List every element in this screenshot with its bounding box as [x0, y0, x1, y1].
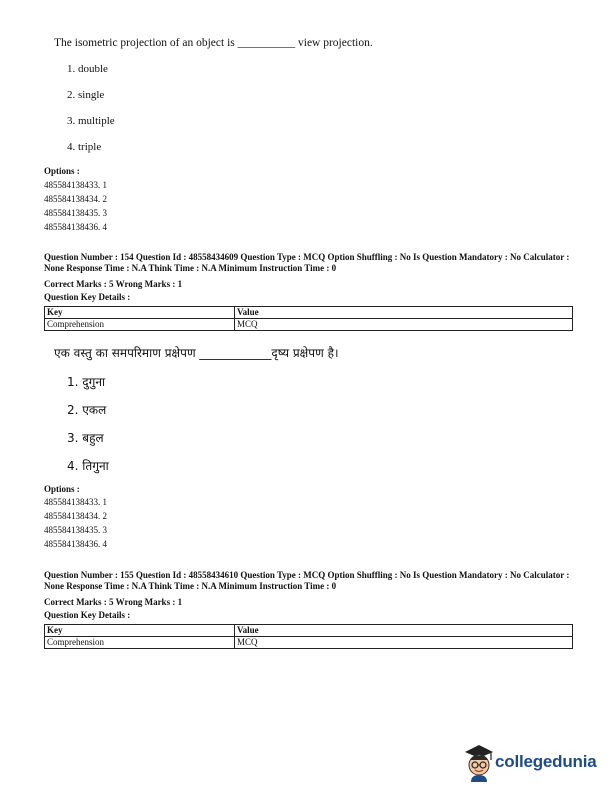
question-meta: Question Number : 154 Question Id : 48558434609 Question Type : MCQ Option Shuffling : No Is Question Mandatory : No Calculator : None Response Time : N.A Think Time : N.A Minimum Instruction Time : 0 — [44, 252, 570, 273]
option-id: 485584138433. 1 — [44, 180, 107, 190]
option-id: 485584138434. 2 — [44, 194, 107, 204]
logo-text: collegedunia — [495, 752, 597, 771]
choice: 3. बहुल — [67, 431, 104, 445]
option-id: 485584138433. 1 — [44, 497, 107, 507]
option-id: 485584138435. 3 — [44, 525, 107, 535]
option-id: 485584138434. 2 — [44, 511, 107, 521]
marks-line: Correct Marks : 5 Wrong Marks : 1 — [44, 597, 183, 607]
options-title: Options : — [44, 484, 80, 494]
value-header: Value — [235, 307, 573, 319]
value-header: Value — [235, 625, 573, 637]
key-details-title: Question Key Details : — [44, 292, 131, 302]
choice: 1. double — [67, 63, 108, 75]
key-details-title: Question Key Details : — [44, 610, 131, 620]
question-key-table — [44, 306, 573, 331]
choice: 4. तिगुना — [67, 459, 109, 473]
question-key-table — [44, 624, 573, 649]
key-cell: Comprehension — [45, 637, 235, 649]
choice: 3. multiple — [67, 115, 115, 127]
choice: 1. दुगुना — [67, 375, 106, 389]
value-cell: MCQ — [235, 319, 573, 331]
question-text-hindi: एक वस्तु का समपरिमाण प्रक्षेपण ____________दृष्य प्रक्षेपण है। — [54, 346, 339, 360]
options-title: Options : — [44, 166, 80, 176]
key-header: Key — [45, 307, 235, 319]
choice: 4. triple — [67, 141, 102, 153]
option-id: 485584138435. 3 — [44, 208, 107, 218]
question-text: The isometric projection of an object is __________ view projection. — [54, 37, 373, 49]
key-header: Key — [45, 625, 235, 637]
key-cell: Comprehension — [45, 319, 235, 331]
marks-line: Correct Marks : 5 Wrong Marks : 1 — [44, 279, 183, 289]
option-id: 485584138436. 4 — [44, 222, 107, 232]
question-meta: Question Number : 155 Question Id : 48558434610 Question Type : MCQ Option Shuffling : No Is Question Mandatory : No Calculator : None Response Time : N.A Think Time : N.A Minimum Instruction Time : 0 — [44, 570, 570, 591]
student-mascot-icon — [462, 742, 496, 782]
choice: 2. single — [67, 89, 105, 101]
option-id: 485584138436. 4 — [44, 539, 107, 549]
value-cell: MCQ — [235, 637, 573, 649]
choice: 2. एकल — [67, 403, 107, 417]
